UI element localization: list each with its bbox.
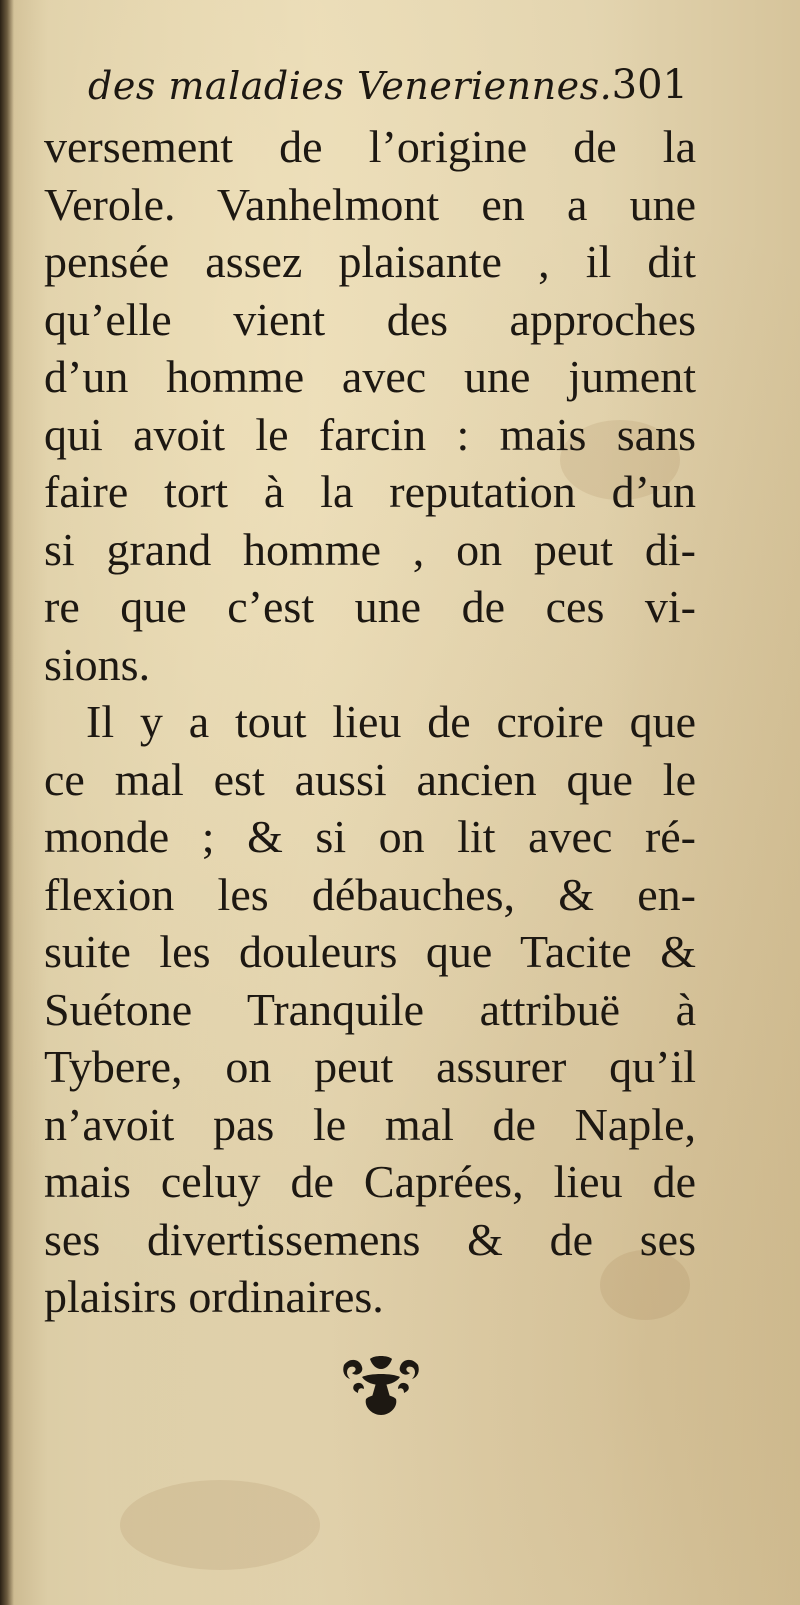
running-head <box>88 62 688 122</box>
text-line: plaisirs ordinaires. <box>44 1271 384 1322</box>
text-line: pensée assez plaisante , il dit <box>44 236 696 287</box>
text-line: monde ; & si on lit avec ré- <box>44 811 696 862</box>
text-line: ses divertissemens & de ses <box>44 1213 696 1265</box>
text-line: d’un homme avec une jument <box>44 351 696 402</box>
text-line: suite les douleurs que Tacite & <box>44 926 696 977</box>
text-line: sions. <box>44 638 151 690</box>
binding-gutter <box>0 0 14 1605</box>
text-line: Verole. Vanhelmont en a une <box>44 178 696 230</box>
text-line: re que c’est une de ces vi- <box>44 581 696 632</box>
page-number: 301 <box>611 62 688 108</box>
text-line: qui avoit le farcin : mais sans <box>44 408 696 460</box>
text-line: mais celuy de Caprées, lieu de <box>44 1156 696 1207</box>
text-line: qu’elle vient des approches <box>44 293 696 345</box>
text-line: si grand homme , on peut di- <box>44 523 696 575</box>
running-title: des maladies Veneriennes. <box>88 64 613 108</box>
text-line: versement de l’origine de la <box>44 121 696 172</box>
text-line: faire tort à la reputation d’un <box>44 466 696 517</box>
text-line: flexion les débauches, & en- <box>44 868 696 920</box>
floral-tailpiece-icon <box>340 1355 422 1417</box>
body-text <box>44 118 696 1326</box>
text-line: Il y a tout lieu de croire que <box>86 696 696 747</box>
text-line: Suétone Tranquile attribuë à <box>44 983 696 1035</box>
paper-stain <box>120 1480 320 1570</box>
text-line: n’avoit pas le mal de Naple, <box>44 1098 696 1150</box>
text-line: ce mal est aussi ancien que le <box>44 753 696 805</box>
text-line: Tybere, on peut assurer qu’il <box>44 1041 696 1092</box>
